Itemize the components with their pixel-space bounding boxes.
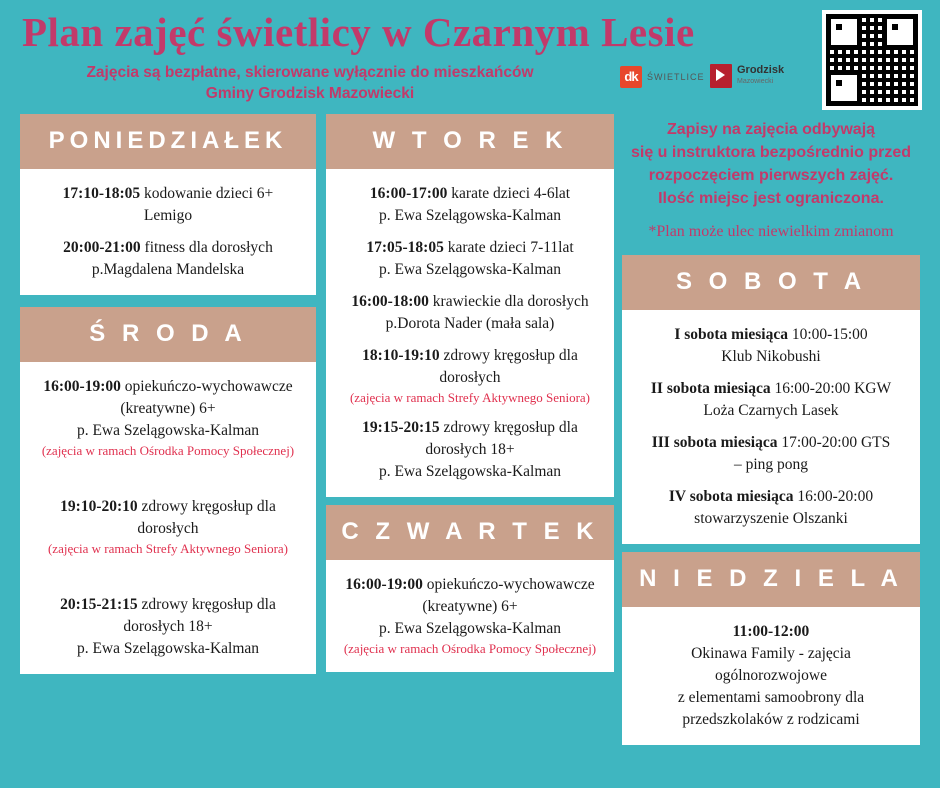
entry-title: zdrowy kręgosłup dla (439, 419, 578, 436)
entry-line: Loża Czarnych Lasek (703, 402, 839, 419)
entry-time: 16:00-19:00 (345, 576, 423, 593)
list-item (634, 378, 908, 422)
qr-eye-bottom-left (826, 70, 862, 106)
entry-line: – ping pong (733, 456, 809, 473)
entry-time: 20:15-21:15 (60, 596, 138, 613)
list-item (338, 345, 602, 407)
page-title: Plan zajęć świetlicy w Czarnym Lesie (22, 9, 695, 55)
day-card-saturday (622, 310, 920, 544)
notice-line-1: Zapisy na zajęcia odbywają (666, 121, 876, 138)
list-item (338, 237, 602, 281)
entry-line: p. Ewa Szelągowska-Kalman (378, 463, 562, 480)
entry-time: 17:05-18:05 (366, 239, 444, 256)
list-item (32, 496, 304, 558)
grodzisk-logo-title: Grodzisk (737, 64, 785, 76)
entry-title: 16:00-20:00 KGW (770, 380, 892, 397)
subtitle-line-1: Zajęcia są bezpłatne, skierowane wyłącznie do mieszkańców (86, 64, 534, 81)
logo-group (615, 62, 805, 104)
column-monday-wednesday (20, 114, 316, 674)
entry-line: p.Dorota Nader (mała sala) (385, 315, 555, 332)
day-header-saturday: S O B O T A (622, 255, 920, 310)
list-item (634, 486, 908, 530)
day-header-sunday: N I E D Z I E L A (622, 552, 920, 607)
grodzisk-logo (710, 64, 784, 88)
entry-note: (zajęcia w ramach Ośrodka Pomocy Społecznej) (41, 443, 295, 458)
grodzisk-crest-icon (710, 64, 732, 88)
entry-time: 20:00-21:00 (63, 239, 141, 256)
entry-time: 16:00-17:00 (369, 185, 448, 202)
entry-title: karate dzieci 4-6lat (447, 185, 571, 202)
spacer (622, 243, 920, 255)
grodzisk-logo-subtitle: Mazowiecki (737, 78, 774, 85)
list-item (32, 376, 304, 460)
column-notice-weekend (622, 114, 920, 745)
entry-line: stowarzyszenie Olszanki (694, 510, 848, 527)
entry-title: zdrowy kręgosłup dla (439, 347, 578, 364)
entry-title: zdrowy kręgosłup dla (137, 596, 276, 613)
list-item (338, 417, 602, 483)
entry-time: 11:00-12:00 (732, 623, 810, 640)
entry-line: Lemigo (143, 207, 193, 224)
list-item (32, 183, 304, 227)
entry-line: (kreatywne) 6+ (422, 598, 518, 615)
entry-line: p. Ewa Szelągowska-Kalman (378, 620, 562, 637)
notice-line-4: Ilość miejsc jest ograniczona. (658, 190, 884, 207)
entry-title: zdrowy kręgosłup dla (137, 498, 276, 515)
spacer (32, 568, 304, 586)
subtitle-line-2: Gminy Grodzisk Mazowiecki (205, 85, 415, 102)
qr-eye-top-left (826, 14, 862, 50)
entry-line: p. Ewa Szelągowska-Kalman (76, 422, 260, 439)
entry-line: (kreatywne) 6+ (120, 400, 216, 417)
list-item (338, 291, 602, 335)
dk-swietlice-logo (620, 66, 705, 88)
poster-header (0, 0, 940, 112)
entry-line: dorosłych 18+ (425, 441, 515, 458)
entry-title: krawieckie dla dorosłych (428, 293, 589, 310)
qr-code-pattern (826, 14, 918, 106)
day-card-tuesday (326, 169, 614, 497)
signup-notice (622, 114, 920, 243)
day-header-thursday: C Z W A R T E K (326, 505, 614, 560)
entry-line: p.Magdalena Mandelska (91, 261, 245, 278)
day-card-monday (20, 169, 316, 295)
entry-note: (zajęcia w ramach Strefy Aktywnego Seniora) (349, 390, 591, 405)
list-item (32, 594, 304, 660)
spacer (32, 470, 304, 488)
day-card-sunday (622, 607, 920, 745)
qr-eye-top-right (882, 14, 918, 50)
entry-title: kodowanie dzieci 6+ (140, 185, 274, 202)
spacer (622, 544, 920, 552)
entry-time: II sobota miesiąca (650, 380, 771, 397)
column-tuesday-thursday (326, 114, 614, 672)
entry-line: dorosłych 18+ (123, 618, 213, 635)
notice-footnote: *Plan może ulec niewielkim zmianom (648, 223, 894, 240)
poster-subtitle (10, 62, 610, 104)
entry-time: I sobota miesiąca (674, 326, 788, 343)
entry-line: p. Ewa Szelągowska-Kalman (76, 640, 260, 657)
list-item (634, 432, 908, 476)
entry-time: III sobota miesiąca (651, 434, 778, 451)
entry-line: przedszkolaków z rodzicami (682, 711, 860, 728)
day-card-wednesday (20, 362, 316, 674)
entry-title: 17:00-20:00 GTS (777, 434, 891, 451)
entry-title: fitness dla dorosłych (140, 239, 273, 256)
list-item (634, 621, 908, 731)
list-item (634, 324, 908, 368)
day-header-monday: PONIEDZIAŁEK (20, 114, 316, 169)
entry-line: p. Ewa Szelągowska-Kalman (378, 207, 562, 224)
day-header-tuesday: W T O R E K (326, 114, 614, 169)
list-item (338, 574, 602, 658)
entry-title: 16:00-20:00 (793, 488, 874, 505)
notice-line-2: się u instruktora bezpośrednio przed (630, 144, 912, 161)
entry-line: Okinawa Family - zajęcia ogólnorozwojowe (691, 645, 851, 684)
qr-code[interactable] (822, 10, 922, 110)
entry-line: dorosłych (137, 520, 199, 537)
dk-logo-mark: dk (620, 66, 642, 88)
entry-title: 10:00-15:00 (788, 326, 868, 343)
entry-title: karate dzieci 7-11lat (443, 239, 574, 256)
list-item (32, 237, 304, 281)
entry-note: (zajęcia w ramach Strefy Aktywnego Seniora) (47, 541, 289, 556)
entry-time: 16:00-18:00 (351, 293, 429, 310)
entry-time: 16:00-19:00 (43, 378, 121, 395)
entry-line: p. Ewa Szelągowska-Kalman (378, 261, 562, 278)
entry-line: dorosłych (439, 369, 501, 386)
entry-time: 18:10-19:10 (362, 347, 440, 364)
entry-title: opiekuńczo-wychowawcze (120, 378, 293, 395)
entry-note: (zajęcia w ramach Ośrodka Pomocy Społecznej) (343, 641, 597, 656)
entry-time: 19:15-20:15 (362, 419, 440, 436)
list-item (338, 183, 602, 227)
entry-line: z elementami samoobrony dla (677, 689, 865, 706)
entry-line: Klub Nikobushi (721, 348, 821, 365)
spacer (326, 497, 614, 505)
day-header-wednesday: Ś R O D A (20, 307, 316, 362)
entry-time: 17:10-18:05 (62, 185, 141, 202)
entry-time: 19:10-20:10 (60, 498, 138, 515)
spacer (20, 295, 316, 307)
grodzisk-logo-text (737, 65, 784, 87)
entry-title: opiekuńczo-wychowawcze (422, 576, 595, 593)
day-card-thursday (326, 560, 614, 672)
entry-time: IV sobota miesiąca (668, 488, 794, 505)
dk-logo-text: ŚWIETLICE (647, 72, 705, 82)
notice-line-3: rozpoczęciem pierwszych zajęć. (648, 167, 894, 184)
